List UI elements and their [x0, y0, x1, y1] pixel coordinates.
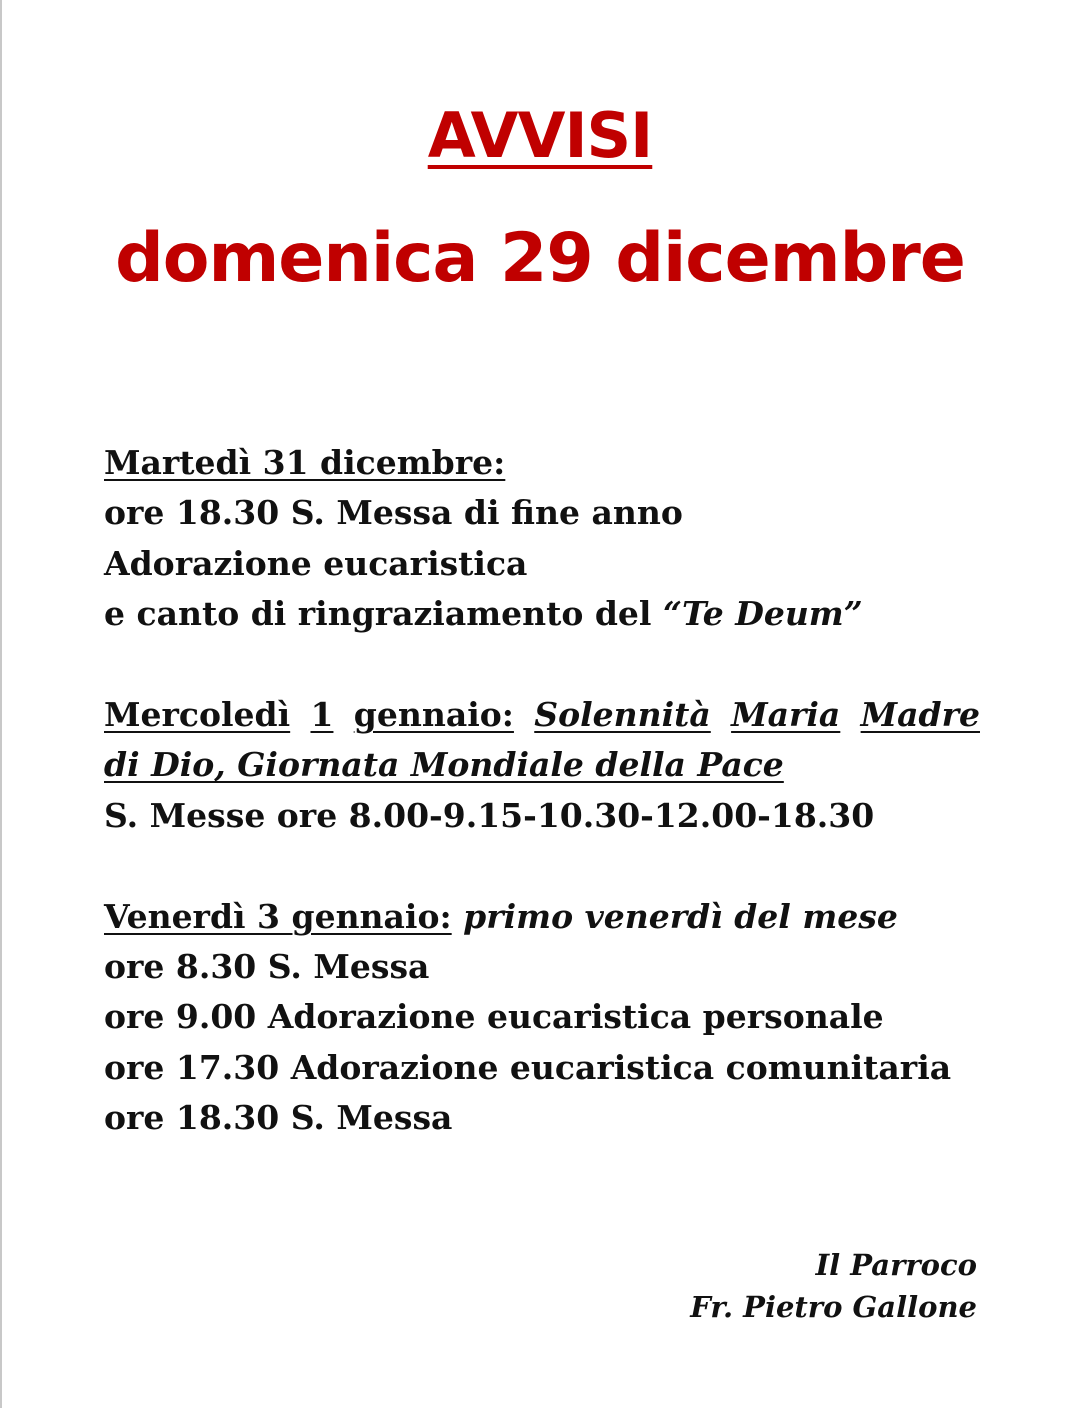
notices-body [104, 438, 980, 1144]
notice-line-text: e canto di ringraziamento del [104, 594, 663, 634]
section-heading: Martedì 31 dicembre: [104, 443, 506, 482]
solemnity-word: Maria [731, 695, 841, 735]
te-deum-title: “Te Deum” [662, 594, 863, 634]
notice-line [104, 589, 980, 639]
signature-block [690, 1244, 977, 1328]
page-title-text: AVVISI [427, 99, 653, 172]
page-left-edge [0, 0, 2, 1408]
section-heading: Venerdì 3 gennaio: [104, 896, 452, 936]
notice-line: ore 18.30 S. Messa di fine anno [104, 493, 683, 533]
notice-line: ore 17.30 Adorazione eucaristica comunitaria [104, 1047, 952, 1087]
heading-word: gennaio: [353, 695, 514, 735]
section-spacer [104, 841, 980, 891]
section-spacer [104, 640, 980, 690]
notice-section-wednesday [104, 690, 980, 841]
notice-section-tuesday [104, 438, 980, 640]
page-title [0, 94, 1080, 178]
section-heading-line [104, 892, 980, 942]
solemnity-word: Solennità [534, 695, 711, 735]
notice-line: ore 8.30 S. Messa [104, 947, 430, 987]
heading-word: Mercoledì [104, 695, 291, 735]
notice-line: Adorazione eucaristica [104, 543, 528, 583]
page-date: domenica 29 dicembre [115, 219, 965, 298]
section-subtitle: primo venerdì del mese [463, 896, 898, 936]
notice-section-friday [104, 892, 980, 1144]
signature-name: Fr. Pietro Gallone [690, 1290, 977, 1324]
notice-line: ore 18.30 S. Messa [104, 1098, 453, 1138]
heading-word: 1 [310, 695, 334, 735]
section-heading [104, 690, 980, 740]
solemnity-title-continued: di Dio, Giornata Mondiale della Pace [104, 745, 784, 785]
notice-line: ore 9.00 Adorazione eucaristica personale [104, 997, 884, 1037]
solemnity-word: Madre [860, 695, 980, 735]
notice-line: S. Messe ore 8.00-9.15-10.30-12.00-18.30 [104, 795, 875, 835]
signature-role: Il Parroco [815, 1248, 977, 1282]
